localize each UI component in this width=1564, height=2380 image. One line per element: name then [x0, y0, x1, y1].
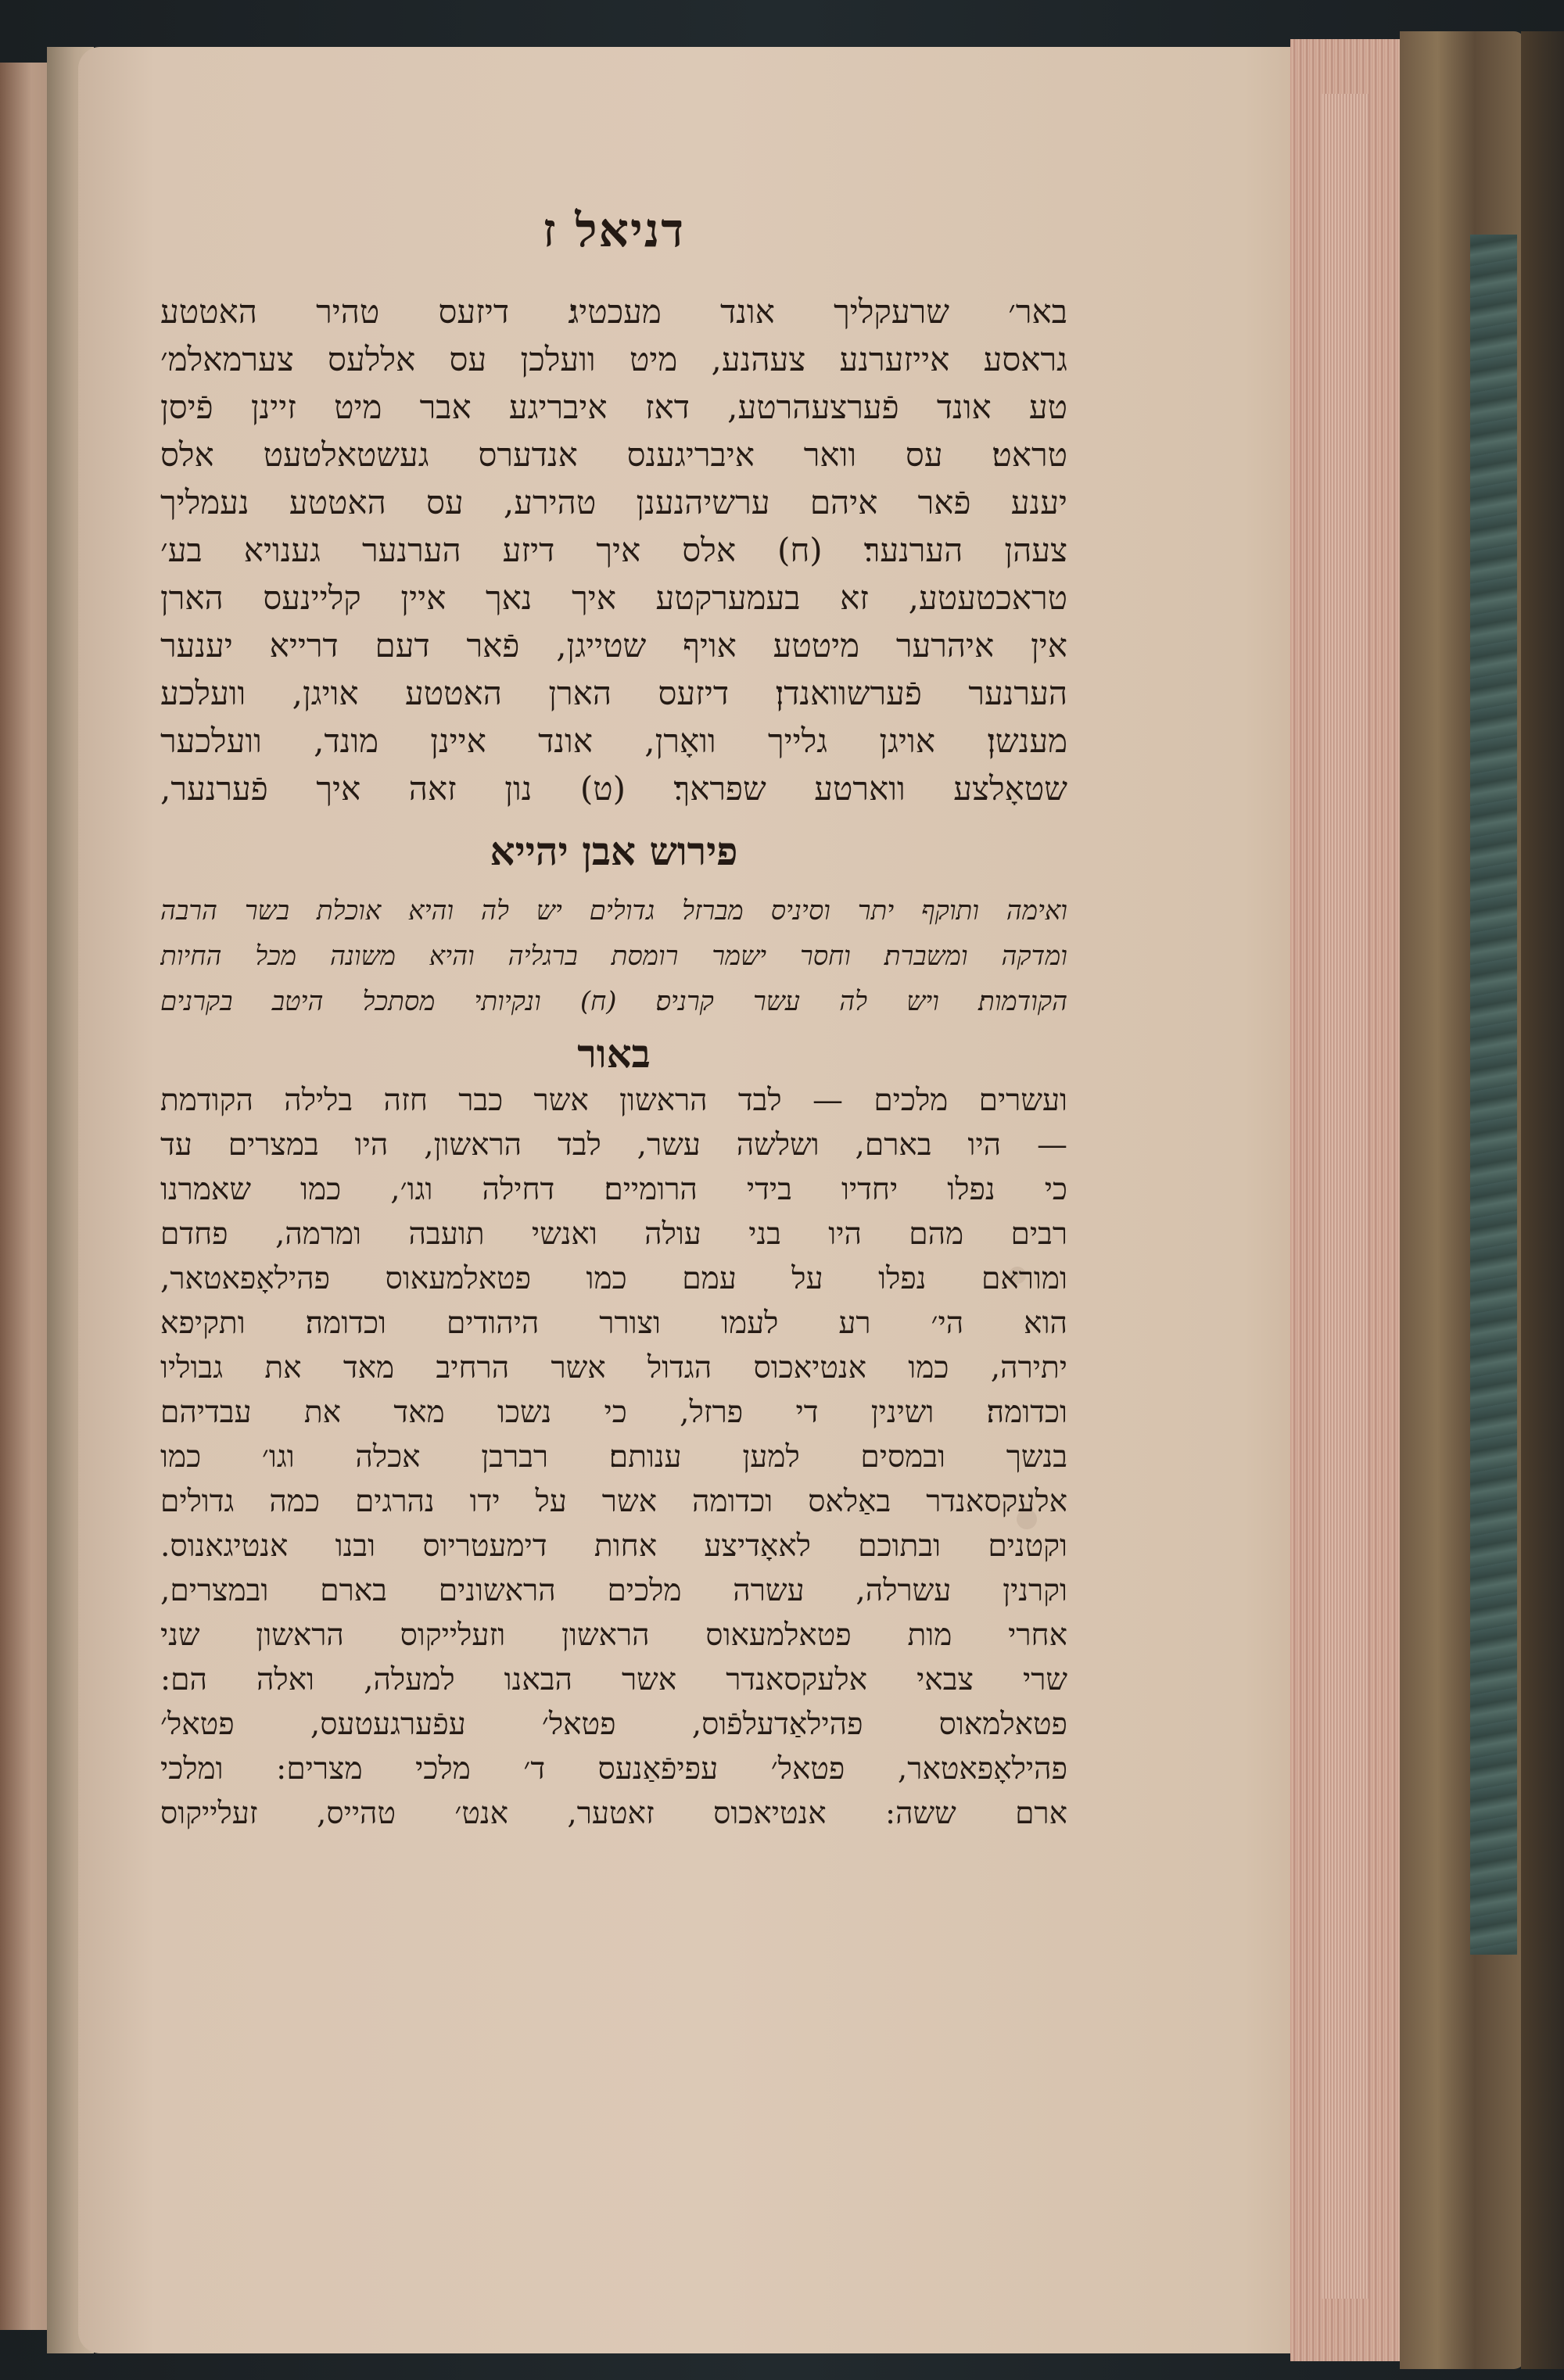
biur-title: באור: [577, 1030, 651, 1077]
page-heading: דניאל ז: [542, 203, 686, 258]
commentary-line: ומדקה ומשברת׃ וחסר ישמר רומסת ברגליה והיא משונה מכל החיות: [160, 941, 1067, 972]
translation-line: שטאָלצע ווארטע שפראך׃ (ט) נון זאה איך פֿערנער,: [160, 769, 1067, 808]
biur-line: — היו בארם, ושלשה עשר, לבד הראשון, היו במצרים עד: [160, 1127, 1067, 1163]
biur-line: וכדומה׃ ושינין די פרזל, כי נשכו מאד את עבדיהם: [160, 1395, 1067, 1430]
biur-paragraph: [160, 1078, 1067, 1836]
biur-line: וקטנים ובתוכם לאאָדיצע אחות דימעטריוס ובנו אנטיגאנוס.: [160, 1529, 1067, 1564]
commentary-line: הקודמות׃ ויש לה עשר קרניס׃ (ח) ונקיותי מסתכל היטב בקרנים: [160, 986, 1067, 1017]
translation-line: צעהן הערנער׃ (ח) אלס איך דיזע הערנער גענויא בע׳: [160, 531, 1067, 569]
commentary-line: ואימה ותוקף יתר וסיניס מברזל גדולים יש לה והיא אוכלת בשר הרבה: [160, 895, 1067, 927]
commentary-title: פירוש אבן יהייא: [490, 828, 738, 874]
biur-line: פטאלמאוס פהילאַדעלפֿוס, פטאל׳ עפֿערגעטעס, פטאל׳: [160, 1707, 1067, 1742]
page-text: [160, 203, 1067, 1836]
translation-paragraph: [160, 288, 1067, 812]
translation-line: טע אונד פֿערצעהרטע, דאז איבריגע אבר מיט זיינן פֿיסן: [160, 388, 1067, 426]
biur-line: אחרי מות פטאלמעאוס הראשון וזעלייקוס הראשון שני: [160, 1618, 1067, 1653]
commentary-paragraph: [160, 888, 1067, 1024]
biur-line: שרי צבאי אלעקסאנדר אשר הבאנו למעלה, ואלה הם:: [160, 1662, 1067, 1697]
biur-line: פהילאָפאטאר, פטאל׳ עפיפֿאַנעס ד׳ מלכי מצרים: ומלכי: [160, 1751, 1067, 1787]
biur-line: כי נפלו יחדיו בידי הרומיים׃ דחילה וגו׳, כמו שאמרנו: [160, 1172, 1067, 1207]
translation-line: יענע פֿאר איהם ערשיהנענן טהירע, עס האטטע נעמליך: [160, 483, 1067, 522]
translation-line: הערנער פֿערשוואנדן׃ דיזעס הארן האטטע אויגן, וועלכע: [160, 674, 1067, 712]
translation-line: מענשן׃ אויגן גלייך וואָרן, אונד איינן מונד, וועלכער: [160, 722, 1067, 760]
translation-line: אין איהרער מיטטע אויף שטייגן, פֿאר דעם דרייא יענער: [160, 626, 1067, 665]
biur-line: בנשך ובמסים למען ענותם׃ רברבן אכלה וגו׳ כמו: [160, 1439, 1067, 1475]
biur-line: יתירה, כמו אנטיאכוס הגדול אשר הרחיב מאד את גבוליו: [160, 1350, 1067, 1385]
cover-edge: [1521, 31, 1564, 2369]
translation-line: באר׳ שרעקליך אונד מעכטיג׃ דיזעס טהיר האטטע: [160, 292, 1067, 331]
biur-line: רבים מהם היו בני עולה ואנשי תועבה ומרמה, פחדם: [160, 1217, 1067, 1252]
biur-line: הוא הי׳ רע לעמו וצורר היהודים וכדומה׃ ותקיפא: [160, 1306, 1067, 1341]
biur-line: ומוראם נפלו על עמם כמו פטאלמעאוס פהילאָפאטאר,: [160, 1261, 1067, 1296]
biur-line: וקרנין עשרלה, עשרה מלכים הראשונים בארם ובמצרים,: [160, 1573, 1067, 1608]
translation-line: טראט׃ עס וואר איבריגענס אנדערס געשטאלטעט אלס: [160, 435, 1067, 474]
cover-marbling: [1470, 235, 1517, 1955]
biur-line: אלעקסאנדר באַלאס וכדומה אשר על ידו נהרגים כמה גדולים: [160, 1484, 1067, 1519]
translation-line: גראסע אייזערנע צעהנע, מיט וועלכן עס אללעס צערמאלמ׳: [160, 340, 1067, 378]
biur-line: ועשרים מלכים — לבד הראשון אשר כבר חזה בלילה הקודמת: [160, 1083, 1067, 1118]
page-edges-inner: [1322, 94, 1368, 2299]
biur-line: ארם ששה: אנטיאכוס זאטער, אנט׳ טהייס, זעלייקוס: [160, 1796, 1067, 1831]
translation-line: טראכטעטע, זא בעמערקטע איך נאך איין קליינעס הארן: [160, 579, 1067, 617]
